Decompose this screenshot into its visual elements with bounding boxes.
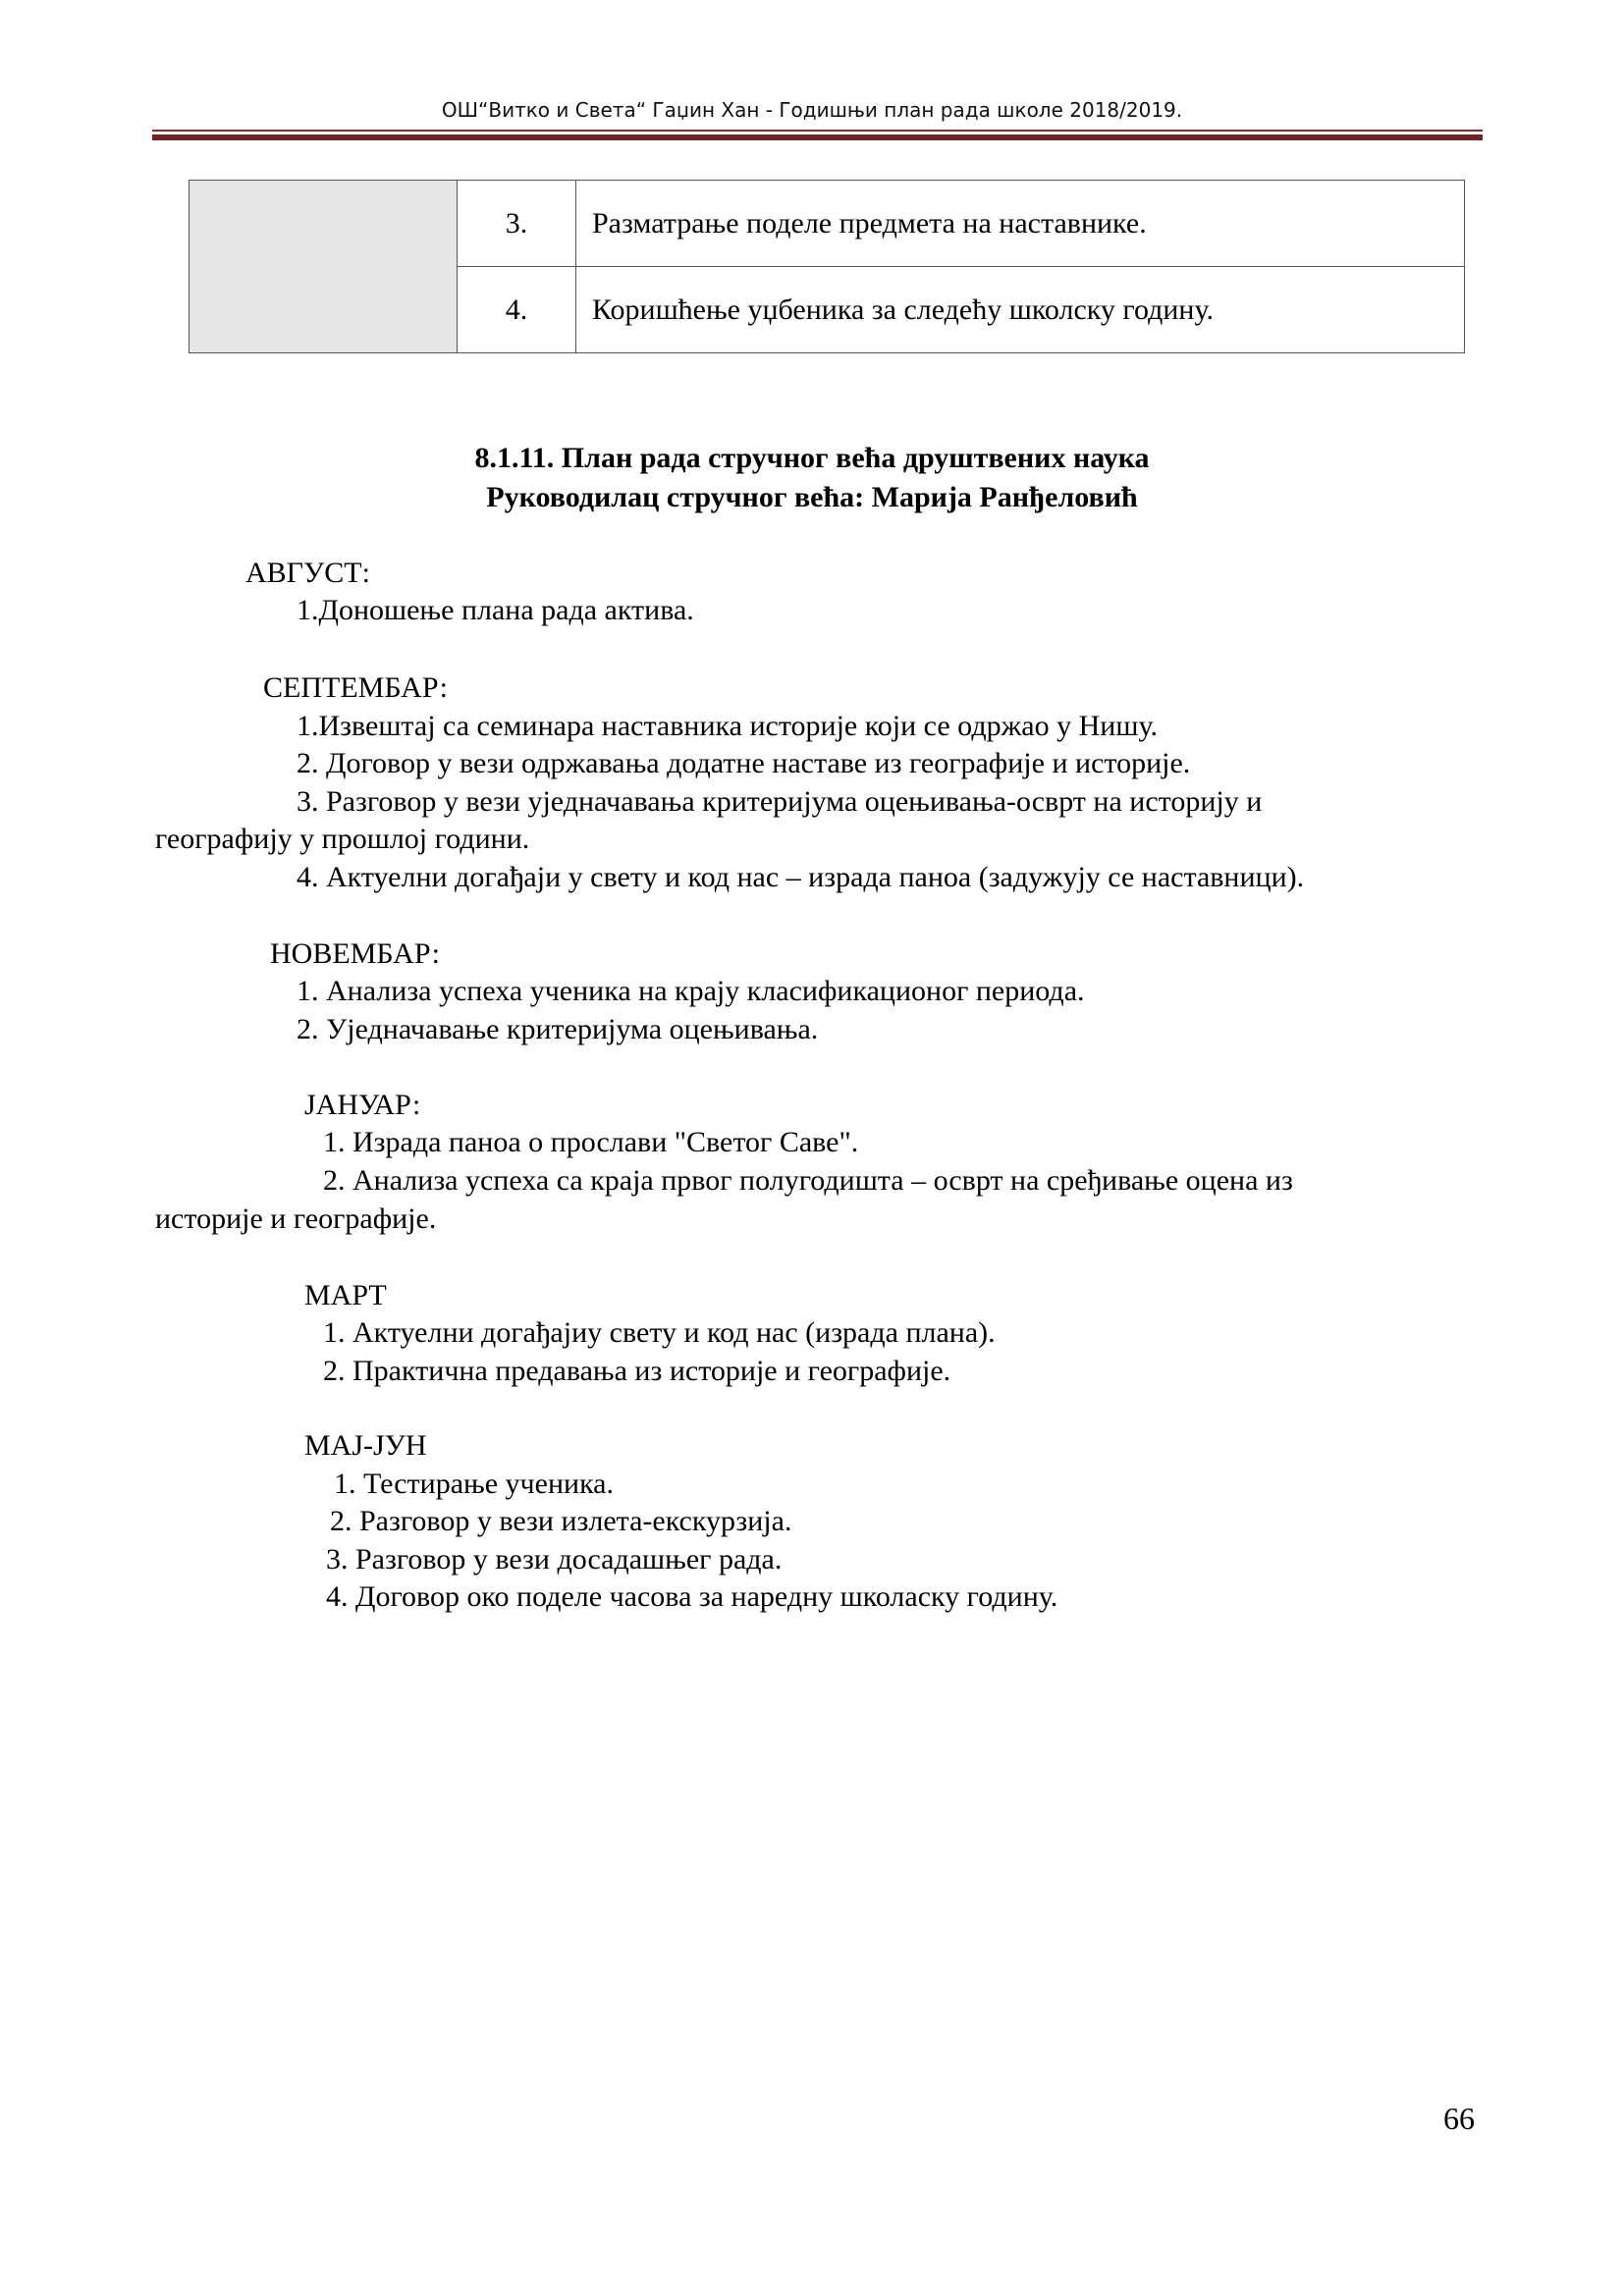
list-item: 1.Доношење плана рада актива. (297, 594, 694, 626)
section-leader: Руководилац стручног већа: Марија Ранђеловић (486, 481, 1138, 513)
table-cell-number: 3. (458, 181, 576, 267)
list-item: 1. Израда паноа о прослави "Светог Саве". (323, 1126, 859, 1158)
list-item: 1.Извештај са семинара наставника историје који се одржао у Нишу. (297, 710, 1158, 742)
month-label-avgust: АВГУСТ: (245, 557, 370, 589)
list-item: 2. Анализа успеха са краја првог полугодишта – осврт на сређивање оцена из (323, 1164, 1293, 1197)
month-label-novembar: НОВЕМБАР: (270, 937, 440, 970)
header-rule-thick (152, 134, 1483, 140)
page-number: 66 (1443, 2101, 1475, 2136)
month-label-januar: ЈАНУАР: (304, 1089, 421, 1121)
section-title: 8.1.11. План рада стручног већа друштвених наука (474, 442, 1150, 474)
list-item: 1. Анализа успеха ученика на крају класификационог периода. (297, 975, 1085, 1007)
plan-table (189, 180, 1465, 353)
table-row (189, 181, 1465, 267)
list-item: историје и географије. (155, 1202, 437, 1235)
list-item: 4. Договор око поделе часова за наредну школаску годину. (326, 1580, 1058, 1613)
list-item: 1. Актуелни догађајиу свету и код нас (израда плана). (323, 1316, 996, 1349)
list-item: 2. Разговор у вези излета-екскурзија. (330, 1505, 792, 1537)
list-item: 2. Практична предавања из историје и географије. (323, 1355, 951, 1387)
table-cell-number: 4. (458, 267, 576, 353)
month-label-mart: МАРТ (304, 1279, 387, 1311)
table-cell-text: Разматрање поделе предмета на наставнике. (576, 181, 1465, 267)
list-item: географију у прошлој години. (155, 823, 530, 855)
page-header-title: ОШ“Витко и Света“ Гаџин Хан - Годишњи план рада школе 2018/2019. (441, 98, 1183, 122)
table-cell-text: Коришћење уџбеника за следећу школску годину. (576, 267, 1465, 353)
table-shaded-cell (189, 181, 458, 353)
list-item: 4. Актуелни догађаји у свету и код нас – израда паноа (задужују се наставници). (297, 861, 1305, 893)
list-item: 3. Разговор у вези досадашњег рада. (326, 1543, 783, 1575)
list-item: 1. Тестирање ученика. (334, 1468, 614, 1500)
header-rule-thin (152, 130, 1483, 132)
month-label-septembar: СЕПТЕМБАР: (263, 671, 448, 704)
list-item: 2. Уједначавање критеријума оцењивања. (297, 1013, 819, 1045)
month-label-majjun: МАЈ-ЈУН (304, 1429, 427, 1462)
list-item: 3. Разговор у вези уједначавања критеријума оцењивања-осврт на историју и (297, 785, 1263, 818)
list-item: 2. Договор у вези одржавања додатне наставе из географије и историје. (297, 747, 1191, 779)
